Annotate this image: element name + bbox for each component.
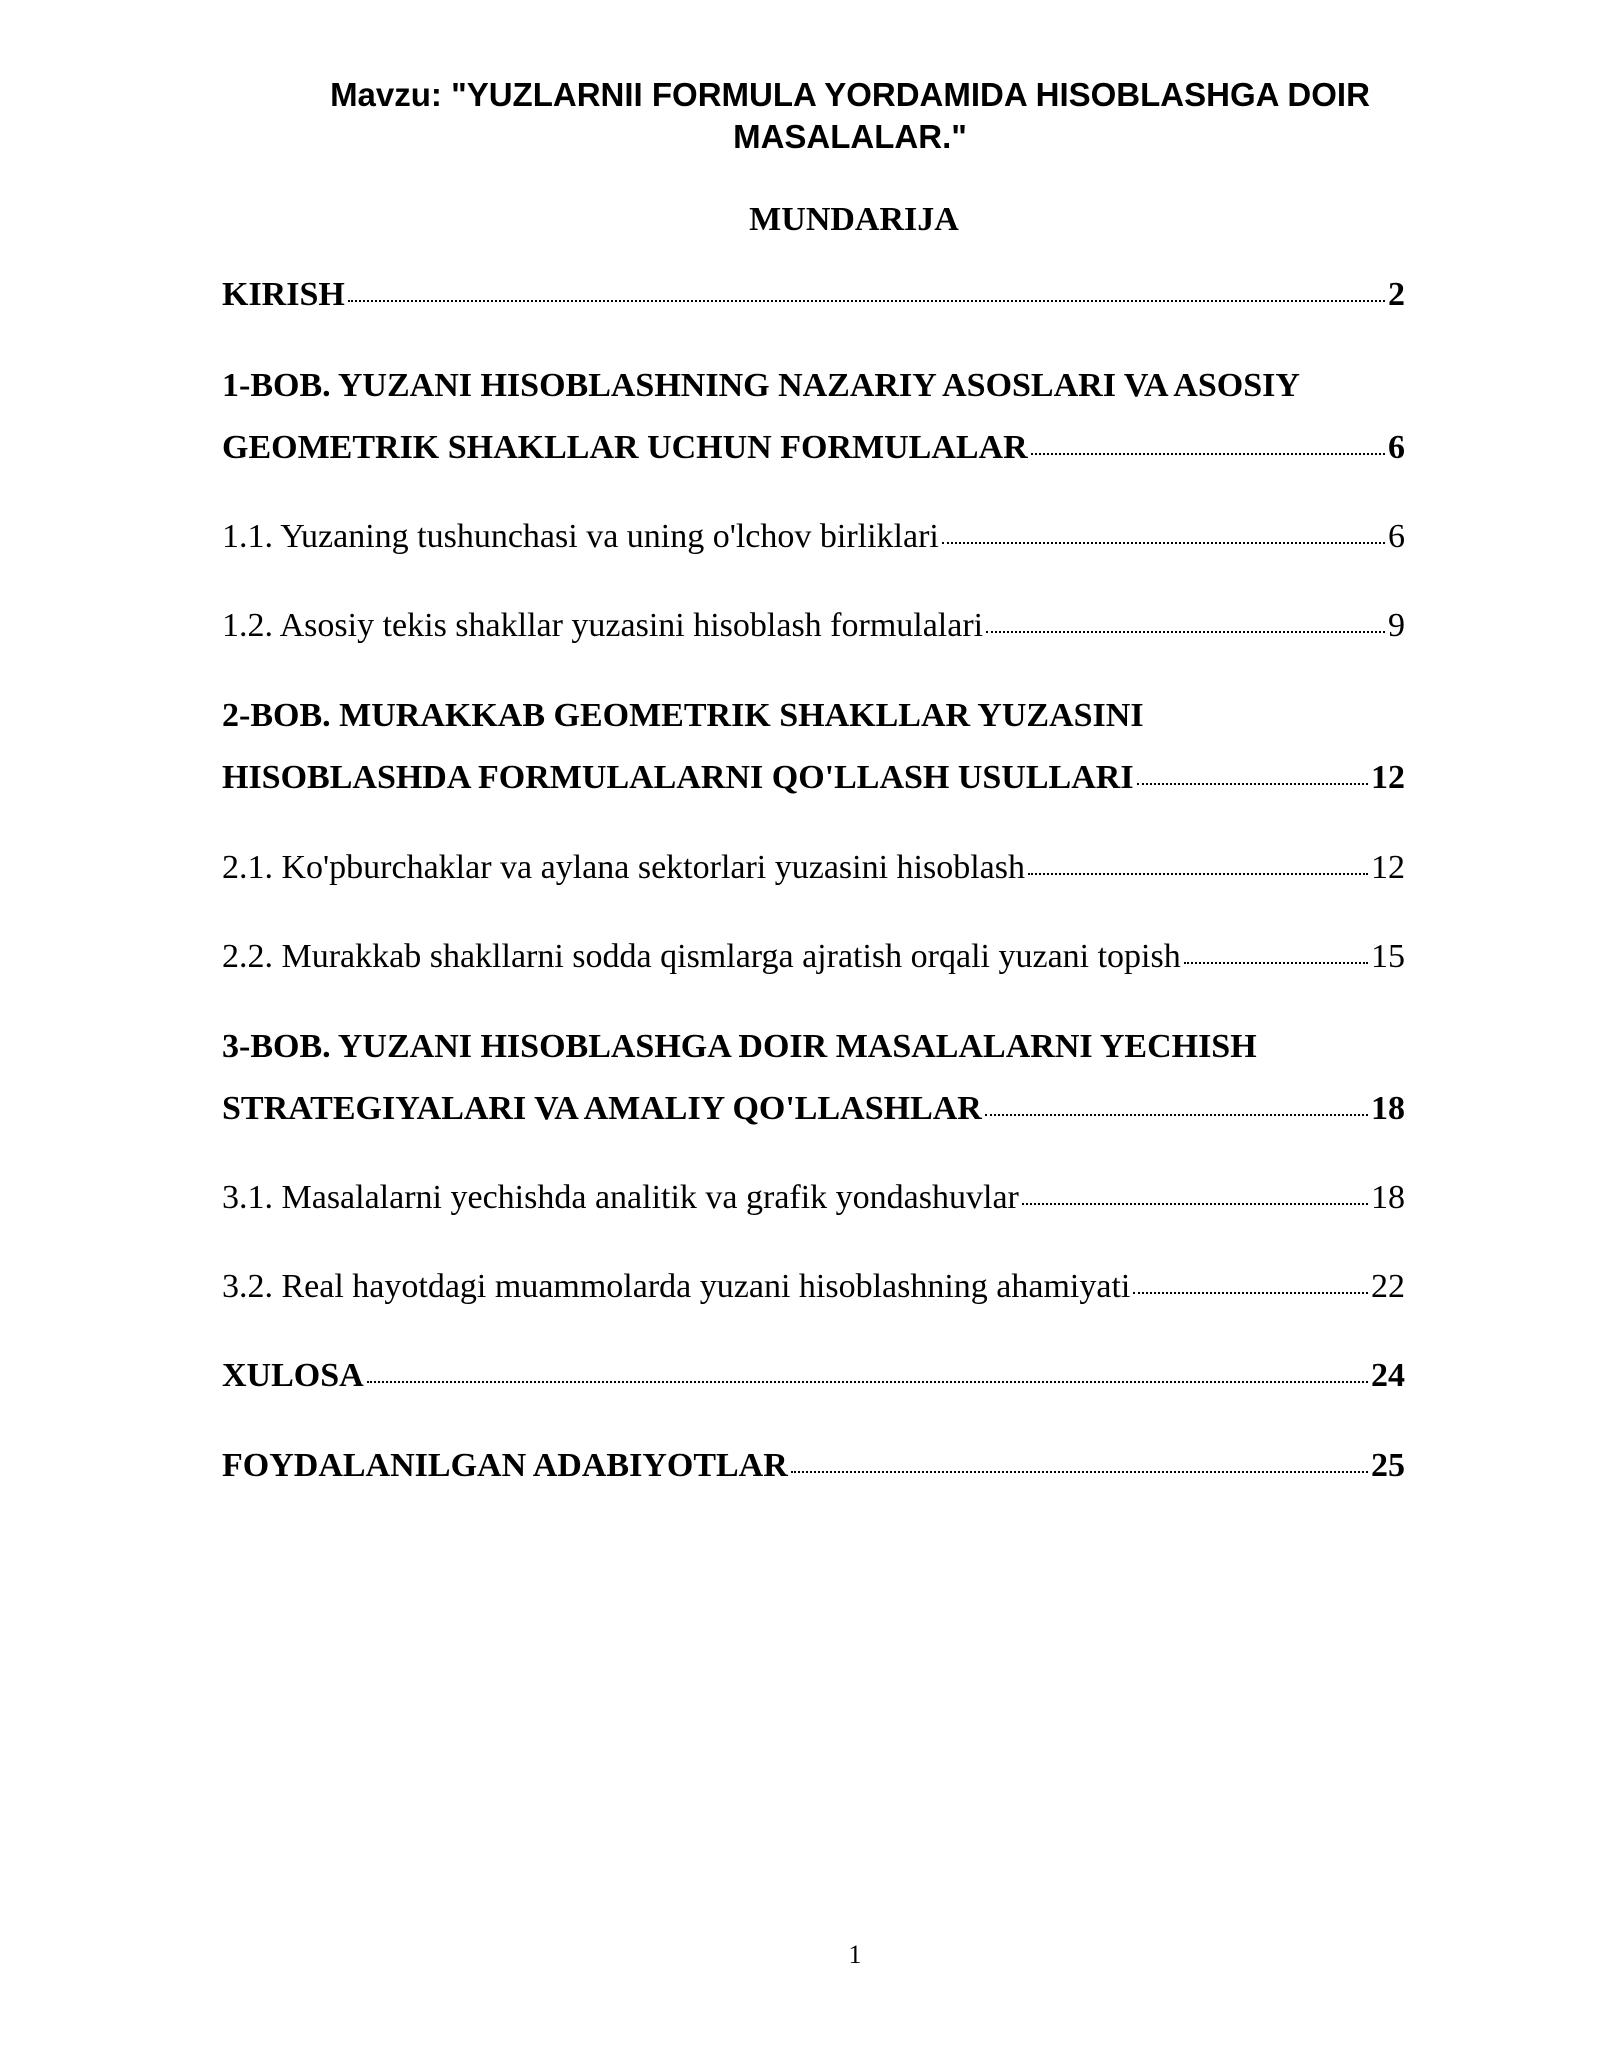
toc-entry-title: 2.1. Ko'pburchaklar va aylana sektorlari yuzasini hisoblash [222, 849, 1026, 886]
toc-entry-adabiyotlar[interactable] [222, 1446, 1405, 1486]
toc-entry-title: 1.1. Yuzaning tushunchasi va uning o'lchov birliklari [222, 518, 939, 555]
toc-entry-chapter-1[interactable] [222, 366, 1405, 468]
dot-leader [1028, 873, 1368, 875]
dot-leader [1184, 962, 1368, 964]
toc-entry-section-3-1[interactable] [222, 1178, 1405, 1218]
toc-entry-title: 3.2. Real hayotdagi muammolarda yuzani hisoblashning ahamiyati [222, 1268, 1131, 1305]
dot-leader [986, 631, 1385, 633]
dot-leader [1133, 1292, 1368, 1294]
toc-entry-title: FOYDALANILGAN ADABIYOTLAR [222, 1447, 788, 1484]
toc-entry-section-3-2[interactable] [222, 1267, 1405, 1307]
toc-entry-chapter-3[interactable] [222, 1027, 1405, 1129]
toc-entry-title: 2.2. Murakkab shakllarni sodda qismlarga ajratish orqali yuzani topish [222, 938, 1181, 975]
toc-entry-title-line1: 3-BOB. YUZANI HISOBLASHGA DOIR MASALALARNI YECHISH [222, 1028, 1257, 1065]
toc-entry-section-2-2[interactable] [222, 937, 1405, 977]
toc-entry-title: GEOMETRIK SHAKLLAR UCHUN FORMULALAR [222, 429, 1028, 466]
toc-entry-title: 3.1. Masalalarni yechishda analitik va grafik yondashuvlar [222, 1179, 1019, 1216]
toc-entry-page: 2 [1388, 276, 1405, 313]
toc-entry-kirish[interactable] [222, 275, 1405, 315]
toc-entry-page: 25 [1371, 1447, 1405, 1484]
toc-entry-section-1-2[interactable] [222, 606, 1405, 646]
dot-leader [367, 1381, 1368, 1383]
toc-entry-page: 12 [1371, 849, 1405, 886]
dot-leader [791, 1471, 1368, 1473]
toc-entry-title: HISOBLASHDA FORMULALARNI QO'LLASH USULLARI [222, 759, 1134, 796]
toc-entry-title-line1: 1-BOB. YUZANI HISOBLASHNING NAZARIY ASOSLARI VA ASOSIY [222, 367, 1300, 404]
toc-entry-page: 15 [1371, 938, 1405, 975]
dot-leader [942, 542, 1385, 544]
toc-entry-page: 18 [1371, 1090, 1405, 1127]
toc-heading: MUNDARIJA [749, 201, 959, 238]
toc-entry-page: 6 [1388, 518, 1405, 555]
toc-entry-xulosa[interactable] [222, 1356, 1405, 1396]
toc-entry-section-2-1[interactable] [222, 848, 1405, 888]
toc-entry-section-1-1[interactable] [222, 517, 1405, 557]
toc-entry-page: 22 [1371, 1268, 1405, 1305]
toc-entry-page: 9 [1388, 607, 1405, 644]
dot-leader [348, 300, 1385, 302]
page-number: 1 [848, 1940, 862, 1969]
toc-entry-title: 1.2. Asosiy tekis shakllar yuzasini hisoblash formulalari [222, 607, 984, 644]
toc-entry-page: 24 [1371, 1357, 1405, 1394]
toc-entry-page: 6 [1388, 429, 1405, 466]
toc-entry-page: 18 [1371, 1179, 1405, 1216]
toc-entry-title: XULOSA [222, 1357, 364, 1394]
document-title: Mavzu: "YUZLARNII FORMULA YORDAMIDA HISOBLASHGA DOIR MASALALAR." [330, 76, 1370, 155]
dot-leader [985, 1114, 1368, 1116]
dot-leader [1022, 1203, 1368, 1205]
toc-entry-title: KIRISH [222, 276, 345, 313]
toc-entry-title: STRATEGIYALARI VA AMALIY QO'LLASHLAR [222, 1090, 982, 1127]
toc-entry-page: 12 [1371, 759, 1405, 796]
dot-leader [1137, 783, 1368, 785]
dot-leader [1031, 453, 1385, 455]
toc-entry-chapter-2[interactable] [222, 696, 1405, 798]
toc-entry-title-line1: 2-BOB. MURAKKAB GEOMETRIK SHAKLLAR YUZASINI [222, 697, 1144, 734]
